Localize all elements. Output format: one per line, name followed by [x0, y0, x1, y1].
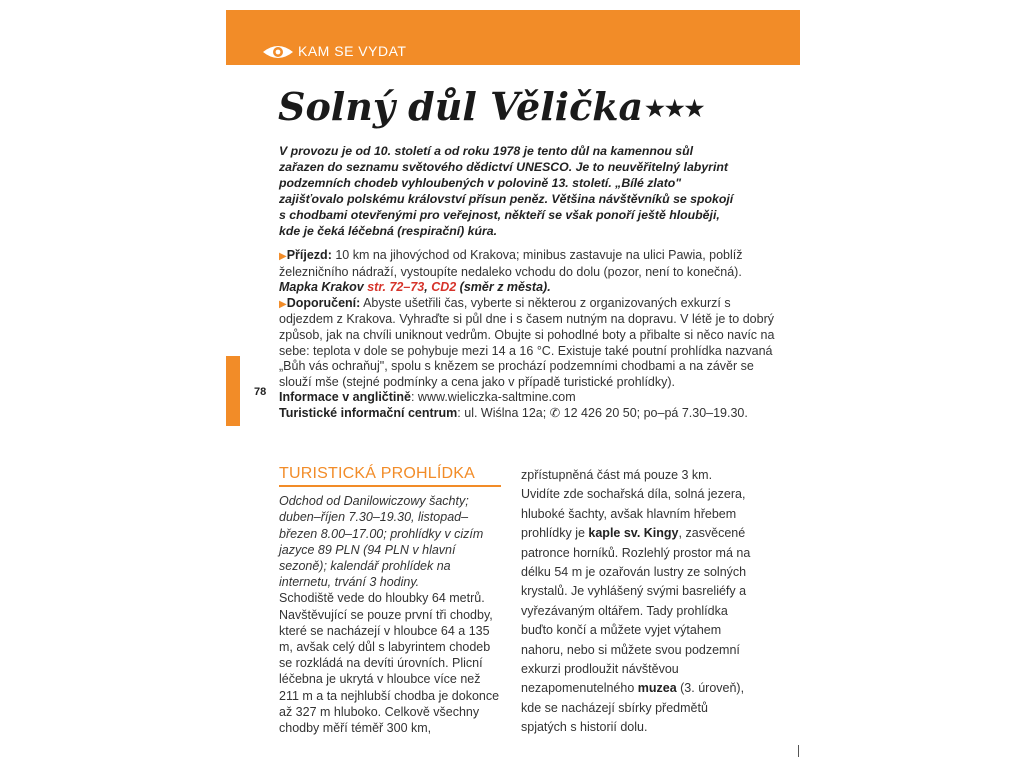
tourist-label: Turistické informační centrum — [279, 405, 458, 420]
arrival-label: Příjezd: — [286, 248, 332, 262]
map-reference — [279, 280, 779, 296]
page-title — [278, 84, 704, 129]
rating-stars: ★★★ — [645, 96, 705, 122]
museum-highlight: muzea — [637, 681, 677, 696]
tips-text: Abyste ušetřili čas, vyberte si některou z organizovaných exkurzí s odjezdem z Krakova. Vyhraďte si půl dne i s časem nutným na dopravu. V létě je to dobrý způsob, jak na chvíli uniknout vedrům. Obujte si pohodlné boty a přibalte si něco navíc na sebe: teplota v dole se pohybuje mezi 14 a 16 °C. Existuje také poutní prohlídka nazvaná „Bůh vás ochraňuj", spolu s knězem se prochází podzemními chodbami a na závěr se slouží mše (stejné podmínky a cena jako v případě turistické prohlídky). — [279, 295, 775, 389]
tourist-address: : ul. Wiślna 12a; — [457, 405, 550, 420]
practical-info — [279, 248, 779, 422]
english-text: : www.wieliczka-saltmine.com — [410, 390, 576, 405]
page-number: 78 — [254, 386, 267, 398]
tour-left-column — [279, 466, 501, 736]
tips-label: Doporučení: — [286, 295, 361, 310]
lead-paragraph: V provozu je od 10. století a od roku 1978 je tento důl na kamennou sůl zařazen do seznamu světového dědictví UNESCO. Je to neuvěřitelný labyrint podzemních chodeb vyhloubených v polovině 13. století. „Bílé zlato" zajišťovalo polskému království přísun peněz. Většina návštěvníků se spokojí s chodbami otevřenými pro veřejnost, někteří se však ponoří ještě hlouběji, kde je čeká léčebná (respirační) kúra. — [279, 144, 734, 238]
tour-right-column — [521, 466, 751, 738]
eye-icon — [262, 43, 294, 61]
tour-text-part-1: zpřístupněná část má pouze 3 km. Uvidíte zde sochařská díla, solná jezera, hluboké šachty, avšak hlavním hřebem prohlídky je — [521, 468, 746, 541]
chapel-highlight: kaple sv. Kingy — [588, 526, 679, 541]
tour-description-continued — [521, 466, 751, 738]
page-edge-tab — [226, 356, 240, 426]
tips-info — [279, 296, 779, 391]
arrival-info — [279, 248, 779, 280]
section-header-bar — [226, 10, 800, 65]
title-text: Solný důl Vělička — [278, 84, 644, 129]
map-label: Mapka Krakov — [279, 280, 368, 295]
arrival-text: 10 km na jihovýchod od Krakova; minibus zastavuje na ulici Pawia, poblíž železničního nádraží, vystoupíte nedaleko vchodu do dolu (pozor, není to konečná). — [279, 248, 743, 279]
map-separator: , — [424, 280, 432, 295]
tour-text-part-3: (3. úroveň), kde se nacházejí sbírky předmětů spjatých s historií dolu. — [521, 681, 745, 735]
tour-schedule: Odchod od Danilowiczowy šachty; duben–říjen 7.30–19.30, listopad–březen 8.00–17.00; prohlídky v cizím jazyce 89 PLN (94 PLN v hlavní sezoně); kalendář prohlídek na internetu, trvání 3 hodiny. — [279, 494, 484, 590]
tour-heading: TURISTICKÁ PROHLÍDKA — [279, 466, 501, 487]
map-suffix: (směr z města). — [456, 280, 551, 295]
map-grid: CD2 — [431, 280, 457, 295]
guidebook-page — [226, 10, 800, 768]
tourist-phone-hours: 12 426 20 50; po–pá 7.30–19.30. — [560, 405, 748, 420]
arrow-icon: ▶ — [279, 298, 287, 310]
english-label: Informace v angličtině — [279, 390, 411, 405]
english-info — [279, 390, 779, 406]
tourist-info — [279, 406, 779, 422]
section-label: KAM SE VYDAT — [298, 43, 407, 59]
tour-text-part-2: , zasvěcené patronce horníků. Rozlehlý prostor má na délku 54 m je ozařován lustry ze solných krystalů. Je vyhlášený svými basreliéfy a vyřezávaným oltářem. Tady prohlídka buďto končí a můžete vyjet výtahem nahoru, nebo si můžete svou podzemní exkurzi prodloužit návštěvou nezapomenutelného — [521, 526, 751, 696]
arrow-icon: ▶ — [279, 251, 287, 262]
tour-description: Schodiště vede do hloubky 64 metrů. Navštěvující se pouze první tři chodby, které se nacházejí v hloubce 64 a 135 m, avšak celý důl s labyrintem chodeb se rozkládá na devíti úrovních. Plicní léčebna je ukrytá v hloubce více než 211 m a ta nejhlubší chodba je dokonce až 327 m hluboko. Celkově všechny chodby měří téměř 300 km, — [279, 591, 500, 736]
crop-mark — [798, 745, 799, 757]
map-pages: str. 72–73 — [367, 280, 425, 295]
phone-icon: ✆ — [549, 405, 561, 420]
